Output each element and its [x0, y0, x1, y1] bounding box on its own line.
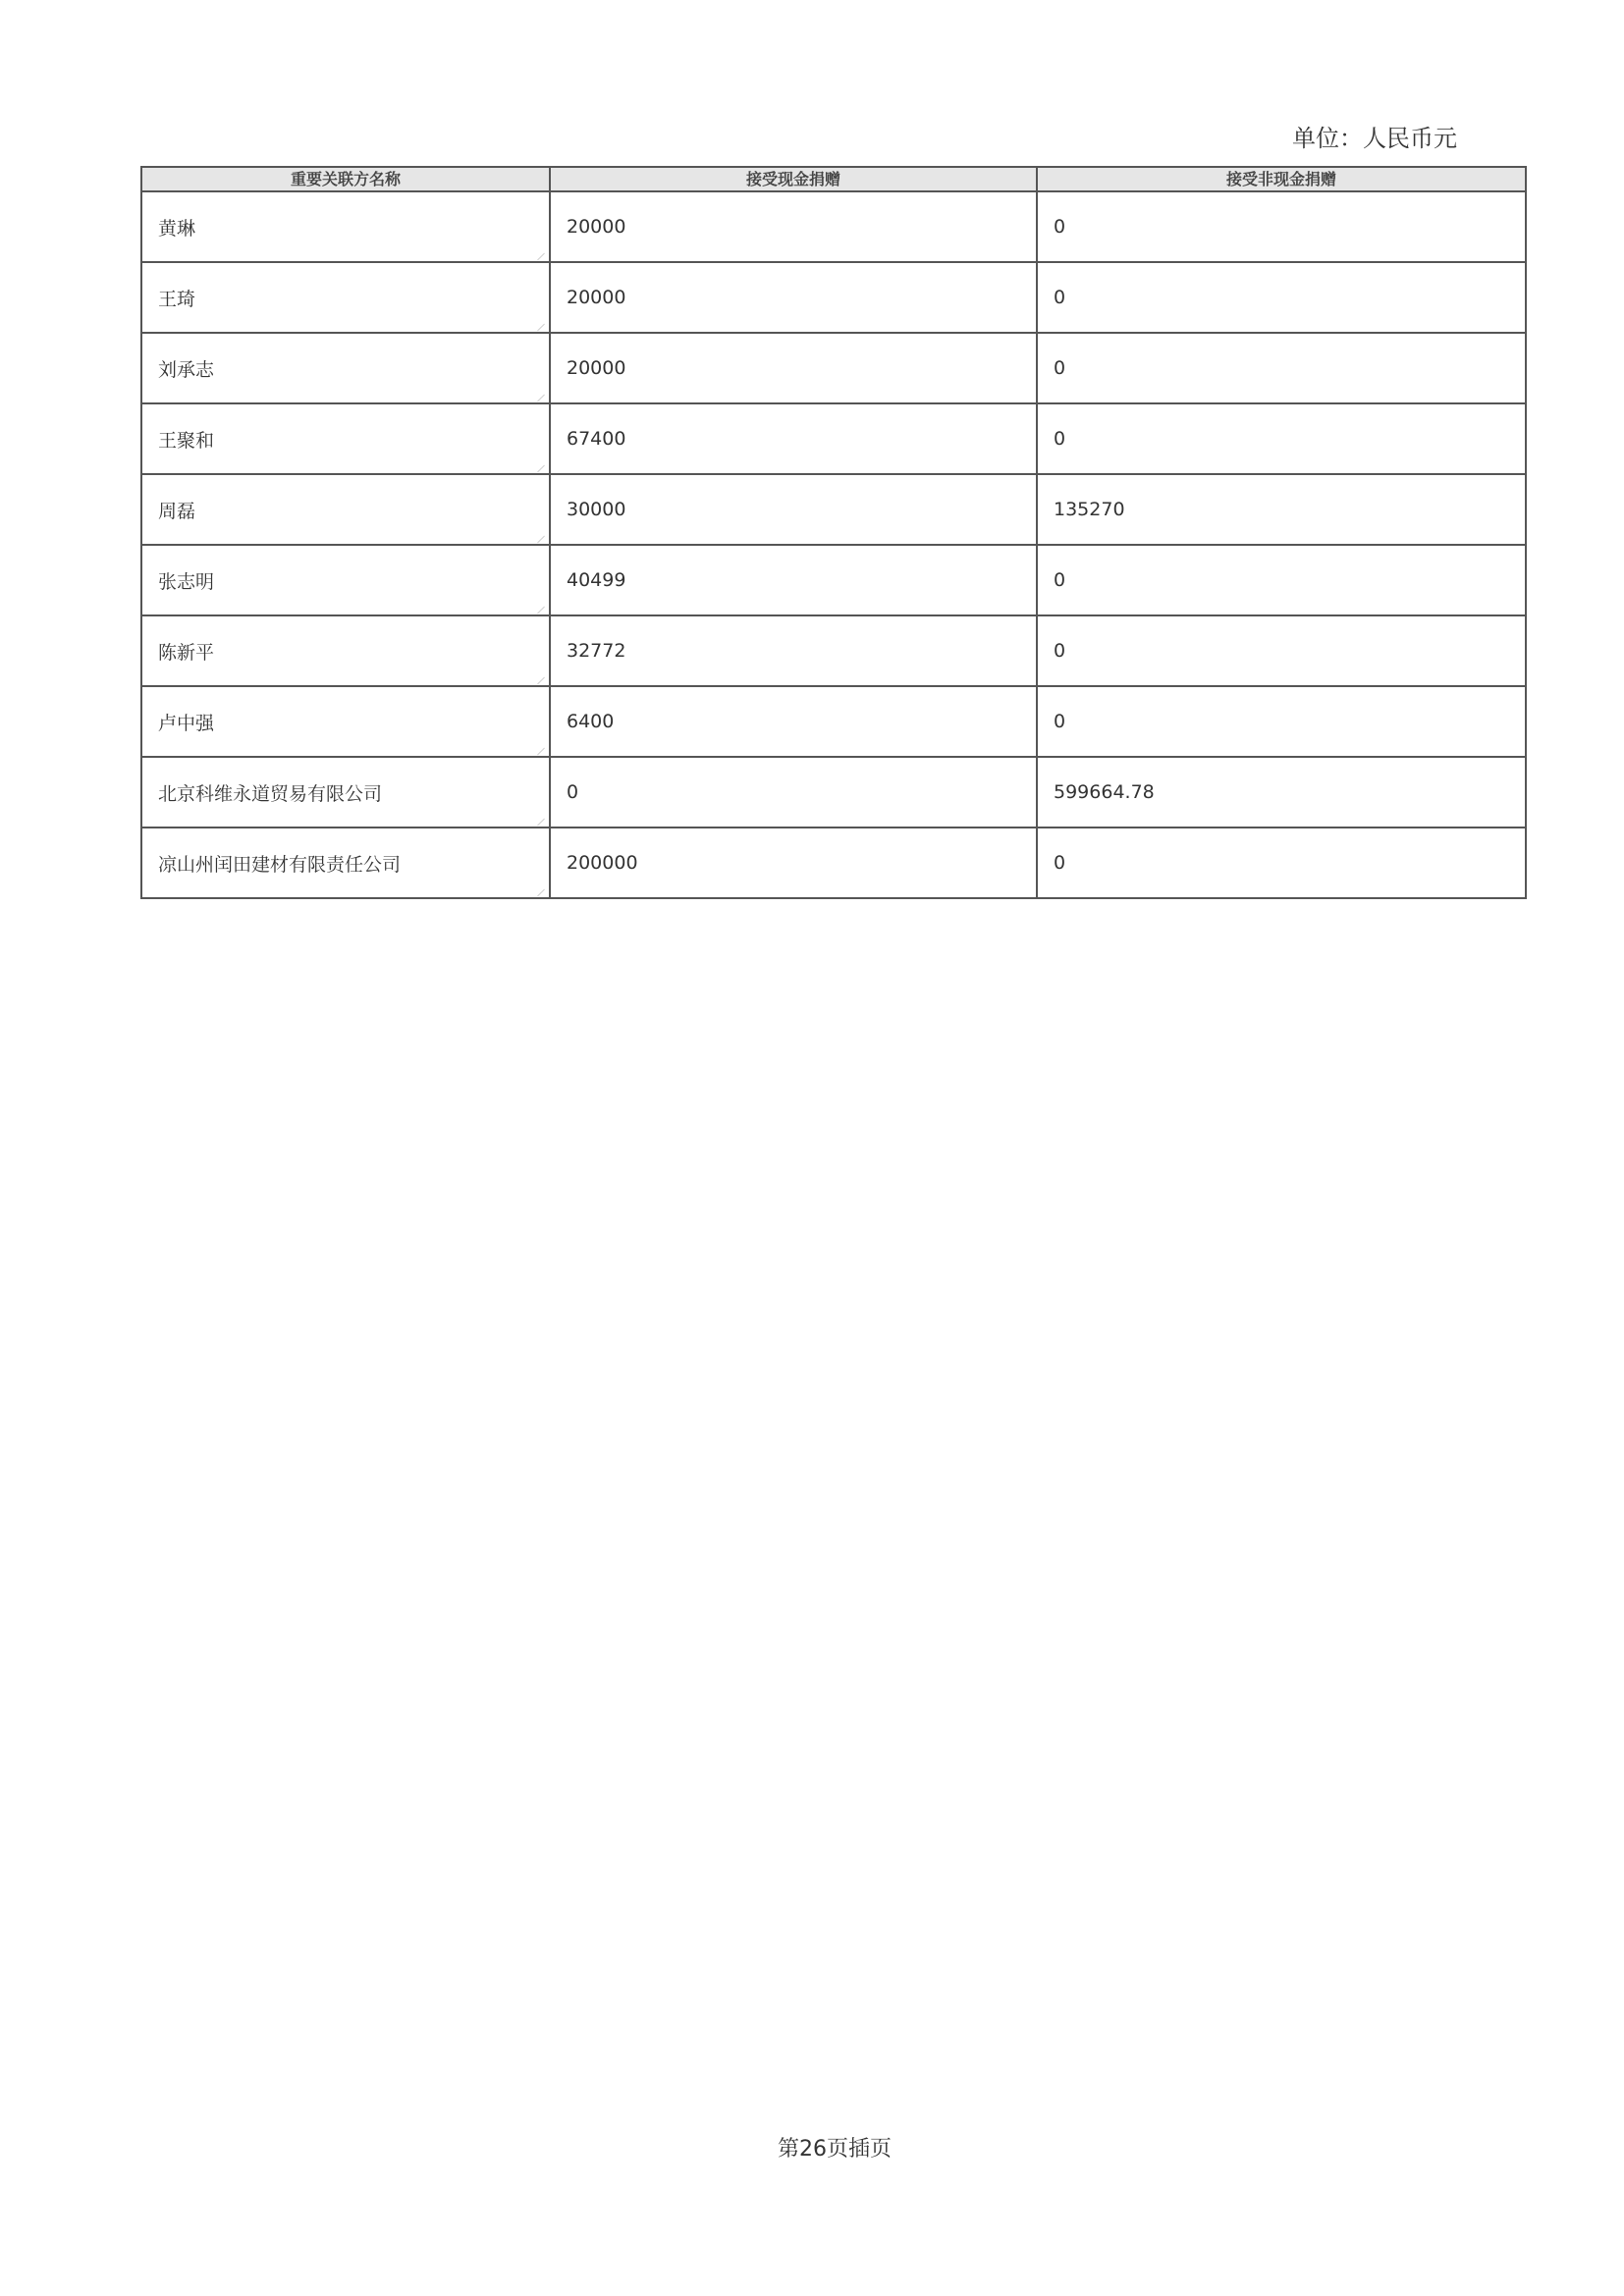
cash-donation-cell: 20000	[550, 262, 1037, 333]
cash-donation-cell: 30000	[550, 474, 1037, 545]
noncash-donation-cell: 0	[1037, 191, 1526, 262]
table-row	[141, 474, 1526, 545]
party-name-cell: 卢中强	[141, 686, 550, 757]
party-name-cell: 周磊	[141, 474, 550, 545]
cash-donation-cell: 67400	[550, 403, 1037, 474]
cash-donation-cell: 0	[550, 757, 1037, 828]
table-header-row	[141, 167, 1526, 191]
party-name-cell: 凉山州闰田建材有限责任公司	[141, 828, 550, 898]
header-party-name: 重要关联方名称	[141, 167, 550, 191]
table-row	[141, 191, 1526, 262]
cash-donation-cell: 20000	[550, 191, 1037, 262]
header-cash-donation: 接受现金捐赠	[550, 167, 1037, 191]
table-row	[141, 615, 1526, 686]
noncash-donation-cell: 0	[1037, 686, 1526, 757]
table-row	[141, 262, 1526, 333]
donations-table	[140, 166, 1527, 899]
noncash-donation-cell: 0	[1037, 403, 1526, 474]
related-party-donations-table	[140, 166, 1525, 899]
party-name-cell: 张志明	[141, 545, 550, 615]
cash-donation-cell: 32772	[550, 615, 1037, 686]
cash-donation-cell: 6400	[550, 686, 1037, 757]
party-name-cell: 黄琳	[141, 191, 550, 262]
header-noncash-donation: 接受非现金捐赠	[1037, 167, 1526, 191]
table-row	[141, 828, 1526, 898]
party-name-cell: 王聚和	[141, 403, 550, 474]
party-name-cell: 北京科维永道贸易有限公司	[141, 757, 550, 828]
cash-donation-cell: 20000	[550, 333, 1037, 403]
party-name-cell: 陈新平	[141, 615, 550, 686]
table-row	[141, 757, 1526, 828]
page-footer: 第26页插页	[778, 2137, 892, 2162]
table-row	[141, 545, 1526, 615]
noncash-donation-cell: 599664.78	[1037, 757, 1526, 828]
table-row	[141, 333, 1526, 403]
table-row	[141, 686, 1526, 757]
cash-donation-cell: 40499	[550, 545, 1037, 615]
noncash-donation-cell: 0	[1037, 545, 1526, 615]
noncash-donation-cell: 0	[1037, 333, 1526, 403]
noncash-donation-cell: 0	[1037, 262, 1526, 333]
noncash-donation-cell: 135270	[1037, 474, 1526, 545]
noncash-donation-cell: 0	[1037, 828, 1526, 898]
party-name-cell: 王琦	[141, 262, 550, 333]
unit-label: 单位：人民币元	[1292, 125, 1457, 152]
cash-donation-cell: 200000	[550, 828, 1037, 898]
table-row	[141, 403, 1526, 474]
noncash-donation-cell: 0	[1037, 615, 1526, 686]
party-name-cell: 刘承志	[141, 333, 550, 403]
